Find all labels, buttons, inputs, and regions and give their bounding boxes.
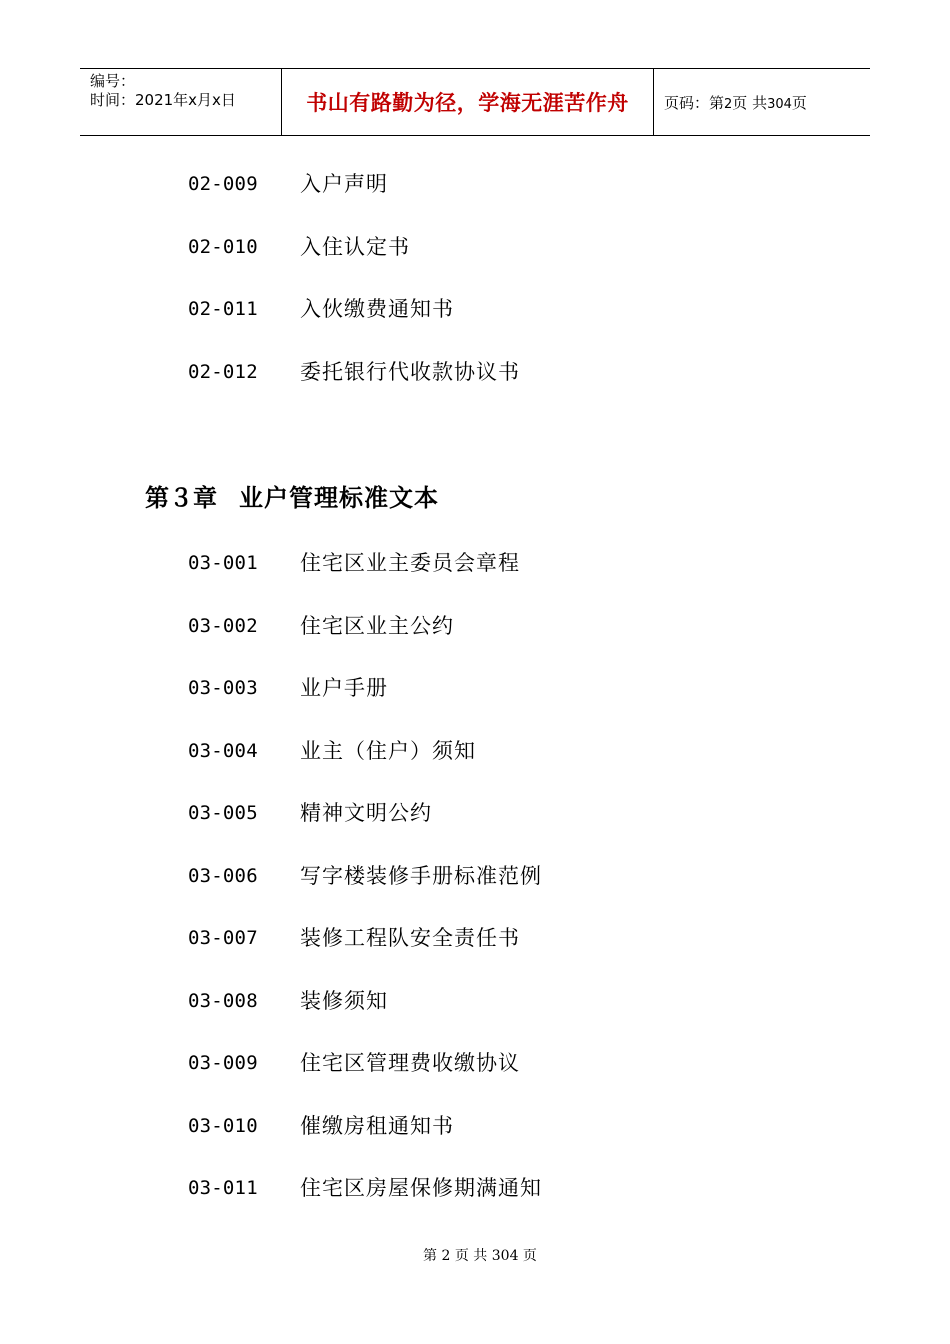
- page-number: 2: [724, 96, 733, 112]
- toc-entry: [0, 548, 950, 578]
- toc-entry-code: 03-008: [188, 989, 258, 1012]
- document-date-label: 时间：2021年x月x日: [90, 91, 236, 109]
- toc-entry: [0, 673, 950, 703]
- page-mid: 页 共: [732, 93, 768, 112]
- toc-entry-title: 入户声明: [300, 172, 388, 196]
- toc-entry-title: 精神文明公约: [300, 801, 432, 825]
- toc-entry-title: 催缴房租通知书: [300, 1113, 454, 1138]
- toc-entry-code: 03-005: [188, 802, 258, 824]
- toc-entry: [0, 611, 950, 641]
- chapter-heading: [145, 482, 439, 514]
- toc-entry: [0, 169, 950, 199]
- toc-entry: [0, 357, 950, 387]
- toc-entry-title: 入住认定书: [300, 234, 410, 259]
- chapter-title: 业户管理标准文本: [239, 484, 439, 512]
- header-left-cell: [80, 69, 281, 135]
- toc-entry-code: 02-012: [188, 360, 258, 383]
- toc-entry-title: 住宅区业主委员会章程: [300, 551, 520, 575]
- page-prefix: 页码：第: [664, 93, 725, 112]
- toc-entry-title: 装修工程队安全责任书: [300, 926, 520, 950]
- toc-entry-code: 02-009: [188, 173, 258, 195]
- page-header: [80, 68, 870, 136]
- toc-entry-code: 02-010: [188, 235, 258, 258]
- toc-entry: [0, 798, 950, 828]
- toc-entry-title: 住宅区管理费收缴协议: [300, 1051, 520, 1075]
- toc-entry-title: 委托银行代收款协议书: [300, 359, 520, 384]
- toc-entry: [0, 861, 950, 891]
- page-total: 304: [767, 96, 792, 112]
- toc-entry-code: 03-007: [188, 927, 258, 949]
- toc-entry-code: 03-001: [188, 552, 258, 574]
- toc-entry-code: 03-009: [188, 1052, 258, 1074]
- toc-entry-title: 业户手册: [300, 676, 388, 700]
- page-footer: 第 2 页 共 304 页: [423, 1248, 537, 1264]
- toc-entry: [0, 736, 950, 766]
- toc-entry-code: 03-003: [188, 677, 258, 699]
- toc-entry-code: 02-011: [188, 298, 258, 320]
- header-page-cell: [654, 69, 870, 135]
- toc-entry-code: 03-011: [188, 1177, 258, 1199]
- header-motto-cell: [281, 69, 654, 135]
- toc-entry-title: 住宅区房屋保修期满通知: [300, 1176, 542, 1200]
- toc-entry-code: 03-004: [188, 739, 258, 762]
- toc-entry: [0, 923, 950, 953]
- toc-entry-code: 03-010: [188, 1114, 258, 1137]
- toc-entry: [0, 232, 950, 262]
- toc-entry-title: 入伙缴费通知书: [300, 297, 454, 321]
- toc-entry: [0, 1048, 950, 1078]
- toc-entry-title: 写字楼装修手册标准范例: [300, 863, 542, 888]
- toc-entry-title: 住宅区业主公约: [300, 613, 454, 638]
- toc-entry: [0, 294, 950, 324]
- toc-entry-title: 业主（住户）须知: [300, 738, 476, 763]
- header-page-info: [664, 92, 807, 113]
- document-number-label: 编号：: [90, 72, 136, 90]
- header-motto: 书山有路勤为径，学海无涯苦作舟: [306, 91, 629, 115]
- toc-entry: [0, 986, 950, 1016]
- toc-entry-code: 03-002: [188, 614, 258, 637]
- toc-entry: [0, 1111, 950, 1141]
- chapter-number: 第３章: [145, 484, 217, 512]
- page-suffix: 页: [791, 93, 807, 112]
- toc-entry-code: 03-006: [188, 864, 258, 887]
- toc-entry-title: 装修须知: [300, 988, 388, 1013]
- toc-entry: [0, 1173, 950, 1203]
